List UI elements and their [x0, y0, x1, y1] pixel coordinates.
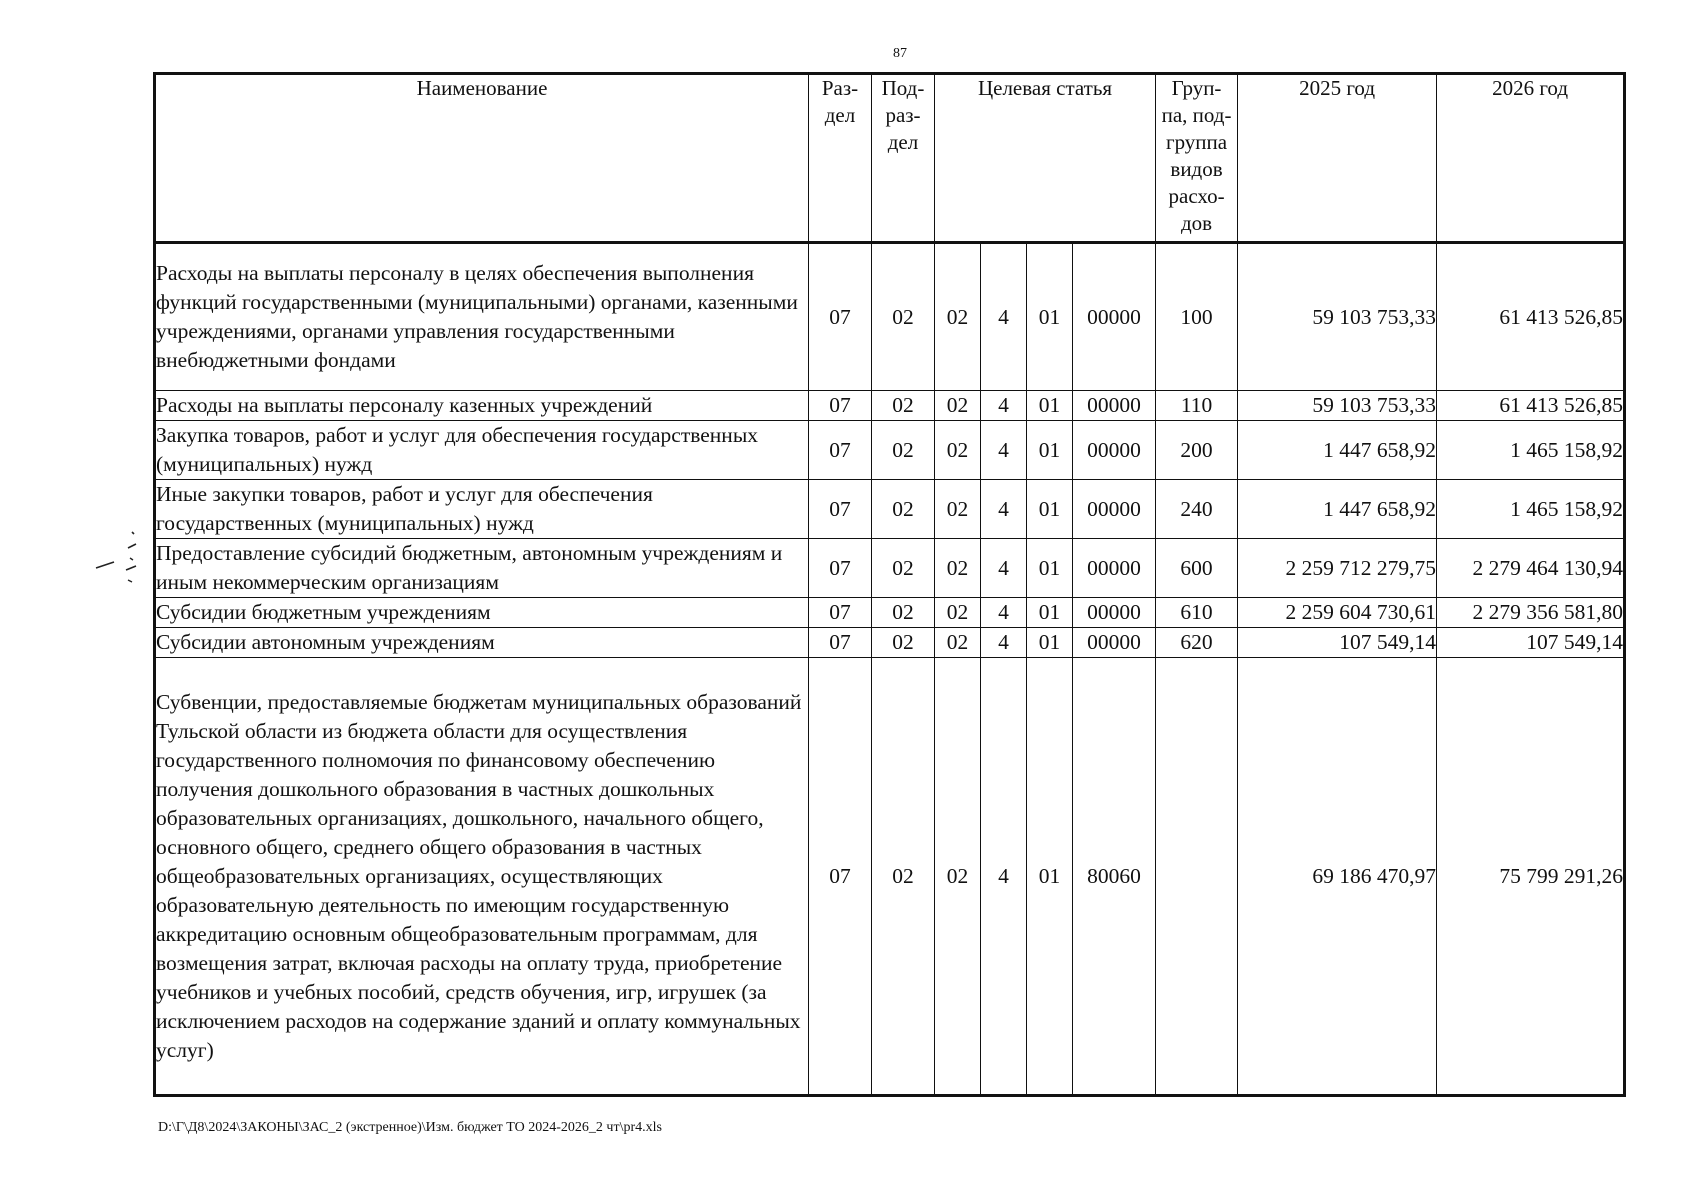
table-cell-cs-type: 4 — [981, 243, 1027, 391]
header-razdel: Раз- дел — [809, 74, 872, 243]
header-name: Наименование — [155, 74, 809, 243]
table-cell-razdel: 07 — [809, 658, 872, 1096]
table-cell-cs-subprogram: 01 — [1027, 480, 1073, 539]
table-cell-razdel: 07 — [809, 480, 872, 539]
table-cell-cs-subprogram: 01 — [1027, 658, 1073, 1096]
table-cell-name: Субсидии автономным учреждениям — [155, 628, 809, 658]
table-cell-gruppa: 110 — [1156, 391, 1238, 421]
table-cell-cs-program: 02 — [935, 628, 981, 658]
table-cell-cs-type: 4 — [981, 539, 1027, 598]
table-cell-name: Предоставление субсидий бюджетным, автономным учреждениям и иным некоммерческим организациям — [155, 539, 809, 598]
table-cell-gruppa: 200 — [1156, 421, 1238, 480]
header-gruppa: Груп- па, под- группа видов расхо- дов — [1156, 74, 1238, 243]
table-cell-cs-subprogram: 01 — [1027, 421, 1073, 480]
table-cell-2026: 1 465 158,92 — [1437, 480, 1625, 539]
table-cell-name: Расходы на выплаты персоналу в целях обеспечения выполнения функций государственными (муниципальными) органами, казенными учреждениями, органами управления государственными внебюджетными фондами — [155, 243, 809, 391]
table-cell-cs-direction: 00000 — [1073, 598, 1156, 628]
table-cell-2026: 75 799 291,26 — [1437, 658, 1625, 1096]
table-cell-cs-direction: 00000 — [1073, 421, 1156, 480]
table-cell-podrazdel: 02 — [872, 598, 935, 628]
table-cell-name: Субвенции, предоставляемые бюджетам муниципальных образований Тульской области из бюджета области для осуществления государственного полномочия по финансовому обеспечению получения дошкольного образования в частных дошкольных образовательных организациях, дошкольного, начального общего, основного общего, среднего общего образования в частных общеобразовательных организациях, осуществляющих образовательную деятельность по имеющим государственную аккредитацию основным общеобразовательным программам, для возмещения затрат, включая расходы на оплату труда, приобретение учебников и учебных пособий, средств обучения, игр, игрушек (за исключением расходов на содержание зданий и оплату коммунальных услуг) — [155, 658, 809, 1096]
table-header-row — [155, 74, 1625, 243]
header-2025: 2025 год — [1238, 74, 1437, 243]
table-cell-razdel: 07 — [809, 628, 872, 658]
table-body — [155, 243, 1625, 1096]
header-celevaya-statya: Целевая статья — [935, 74, 1156, 243]
table-cell-gruppa: 610 — [1156, 598, 1238, 628]
page-number: 87 — [893, 46, 907, 61]
header-podrazdel: Под- раз- дел — [872, 74, 935, 243]
table-cell-razdel: 07 — [809, 391, 872, 421]
table-cell-2025: 59 103 753,33 — [1238, 391, 1437, 421]
table-cell-cs-program: 02 — [935, 243, 981, 391]
table-cell-cs-program: 02 — [935, 480, 981, 539]
table-cell-razdel: 07 — [809, 598, 872, 628]
table-cell-podrazdel: 02 — [872, 421, 935, 480]
table-cell-podrazdel: 02 — [872, 658, 935, 1096]
table-cell-2026: 107 549,14 — [1437, 628, 1625, 658]
table-cell-razdel: 07 — [809, 421, 872, 480]
table-cell-cs-direction: 00000 — [1073, 480, 1156, 539]
table-cell-gruppa: 600 — [1156, 539, 1238, 598]
table-cell-podrazdel: 02 — [872, 391, 935, 421]
table-cell-2026: 61 413 526,85 — [1437, 243, 1625, 391]
table-cell-cs-direction: 80060 — [1073, 658, 1156, 1096]
table-cell-cs-subprogram: 01 — [1027, 628, 1073, 658]
table-cell-cs-subprogram: 01 — [1027, 243, 1073, 391]
table-cell-cs-direction: 00000 — [1073, 243, 1156, 391]
table-cell-podrazdel: 02 — [872, 628, 935, 658]
table-cell-podrazdel: 02 — [872, 243, 935, 391]
table-cell-2026: 2 279 464 130,94 — [1437, 539, 1625, 598]
table-cell-cs-type: 4 — [981, 658, 1027, 1096]
table-cell-razdel: 07 — [809, 539, 872, 598]
budget-table — [153, 72, 1626, 1097]
table-cell-2025: 69 186 470,97 — [1238, 658, 1437, 1096]
table-cell-cs-subprogram: 01 — [1027, 391, 1073, 421]
table-cell-2025: 1 447 658,92 — [1238, 421, 1437, 480]
table-cell-razdel: 07 — [809, 243, 872, 391]
table-cell-cs-type: 4 — [981, 598, 1027, 628]
table-cell-cs-direction: 00000 — [1073, 539, 1156, 598]
table-cell-name: Иные закупки товаров, работ и услуг для обеспечения государственных (муниципальных) нужд — [155, 480, 809, 539]
table-cell-cs-program: 02 — [935, 421, 981, 480]
table-row — [155, 628, 1625, 658]
table-row — [155, 421, 1625, 480]
table-cell-cs-program: 02 — [935, 598, 981, 628]
table-cell-cs-type: 4 — [981, 421, 1027, 480]
table-cell-2025: 1 447 658,92 — [1238, 480, 1437, 539]
table-cell-2025: 107 549,14 — [1238, 628, 1437, 658]
table-cell-cs-type: 4 — [981, 628, 1027, 658]
table-cell-gruppa: 100 — [1156, 243, 1238, 391]
table-cell-2026: 2 279 356 581,80 — [1437, 598, 1625, 628]
table-row — [155, 480, 1625, 539]
table-cell-cs-subprogram: 01 — [1027, 598, 1073, 628]
header-2026: 2026 год — [1437, 74, 1625, 243]
table-cell-gruppa: 240 — [1156, 480, 1238, 539]
table-cell-2025: 2 259 712 279,75 — [1238, 539, 1437, 598]
table-row — [155, 598, 1625, 628]
handwritten-margin-marks — [92, 520, 152, 590]
table-cell-gruppa — [1156, 658, 1238, 1096]
table-cell-cs-direction: 00000 — [1073, 628, 1156, 658]
table-row — [155, 391, 1625, 421]
table-cell-2026: 61 413 526,85 — [1437, 391, 1625, 421]
table-cell-name: Закупка товаров, работ и услуг для обеспечения государственных (муниципальных) нужд — [155, 421, 809, 480]
footer-file-path: D:\Г\Д8\2024\ЗАКОНЫ\ЗАС_2 (экстренное)\Изм. бюджет ТО 2024-2026_2 чт\pr4.xls — [158, 1120, 662, 1135]
table-row — [155, 658, 1625, 1096]
table-cell-cs-program: 02 — [935, 539, 981, 598]
table-cell-cs-program: 02 — [935, 658, 981, 1096]
table-cell-2025: 2 259 604 730,61 — [1238, 598, 1437, 628]
table-cell-cs-program: 02 — [935, 391, 981, 421]
table-cell-gruppa: 620 — [1156, 628, 1238, 658]
table-cell-podrazdel: 02 — [872, 539, 935, 598]
table-cell-cs-type: 4 — [981, 391, 1027, 421]
table-cell-2026: 1 465 158,92 — [1437, 421, 1625, 480]
table-cell-podrazdel: 02 — [872, 480, 935, 539]
table-cell-cs-direction: 00000 — [1073, 391, 1156, 421]
table-cell-cs-subprogram: 01 — [1027, 539, 1073, 598]
table-cell-name: Расходы на выплаты персоналу казенных учреждений — [155, 391, 809, 421]
table-cell-name: Субсидии бюджетным учреждениям — [155, 598, 809, 628]
table-cell-cs-type: 4 — [981, 480, 1027, 539]
table-row — [155, 539, 1625, 598]
table-cell-2025: 59 103 753,33 — [1238, 243, 1437, 391]
table-row — [155, 243, 1625, 391]
